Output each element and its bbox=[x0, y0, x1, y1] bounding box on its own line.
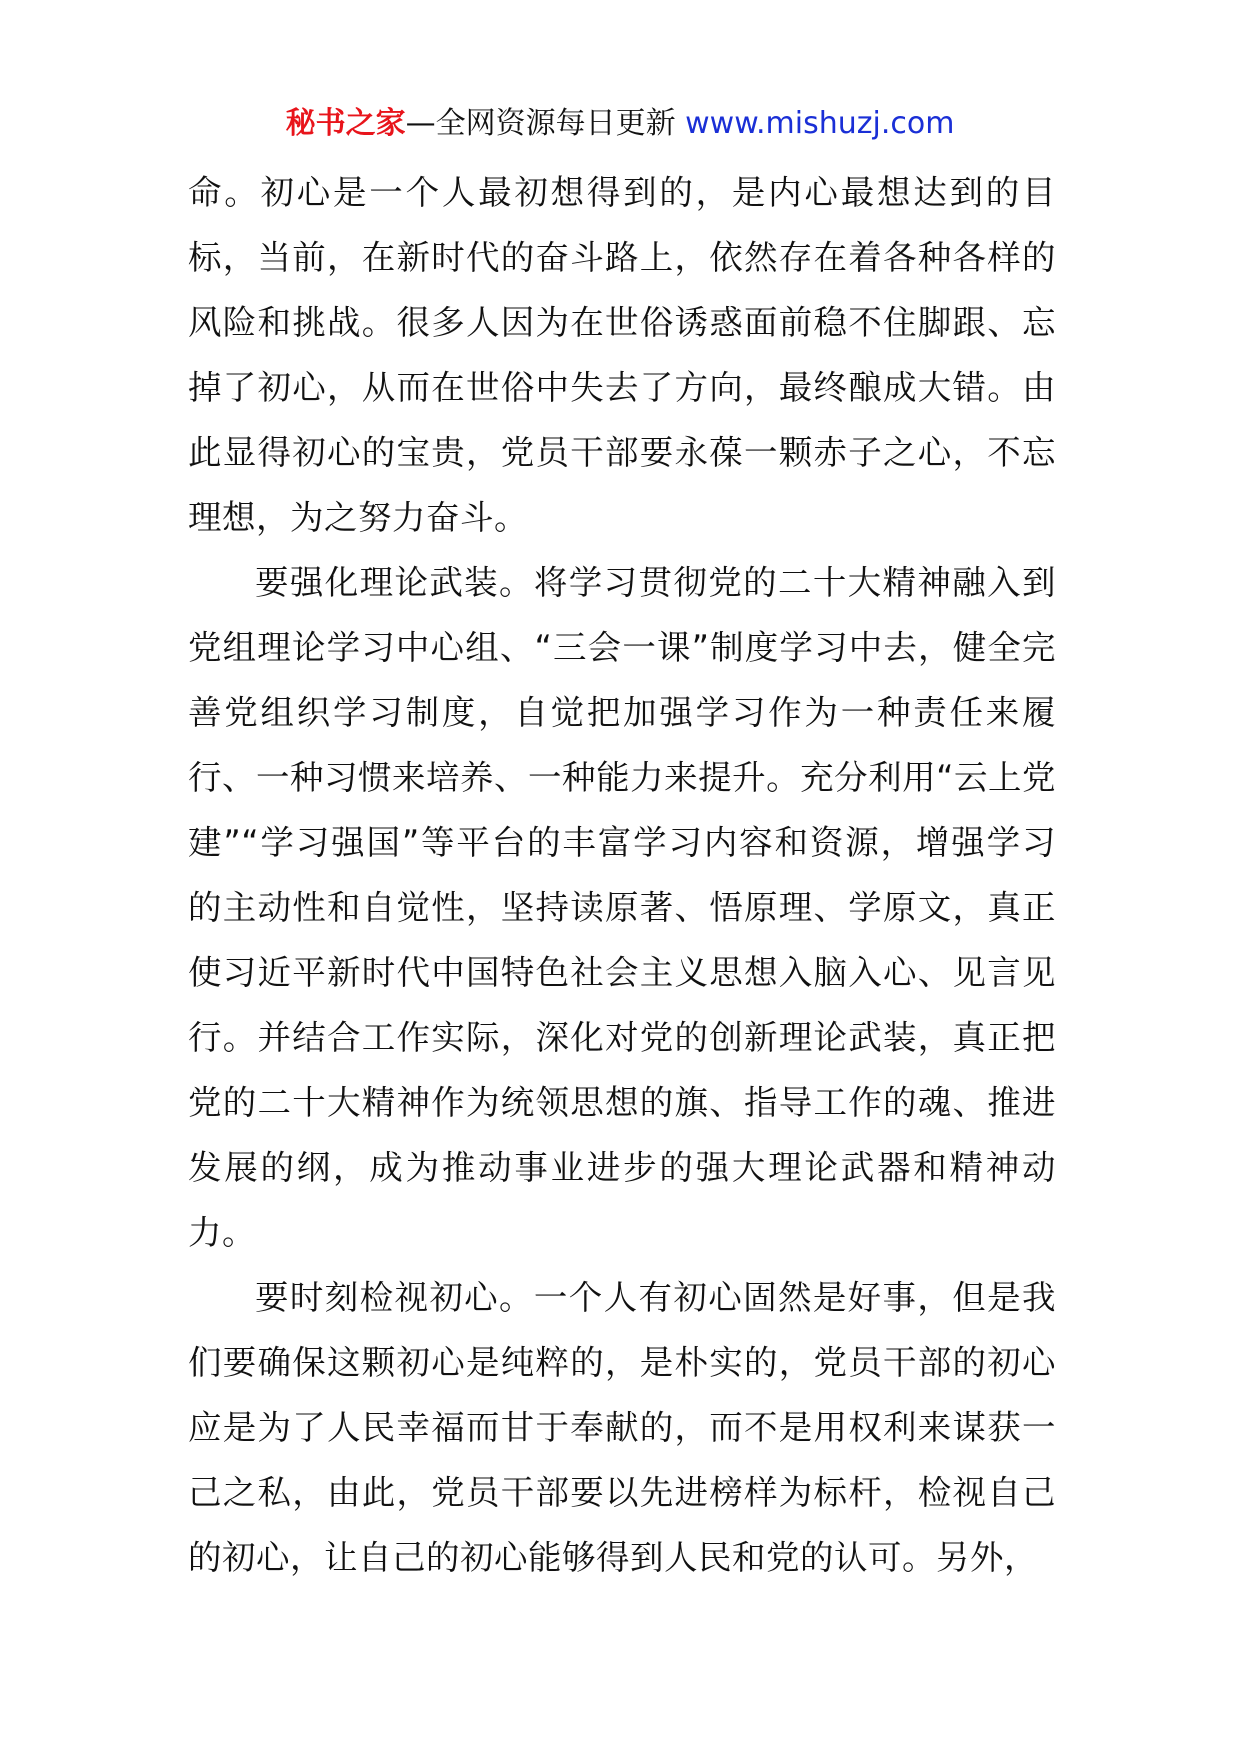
paragraph-continuation: 命。初心是一个人最初想得到的，是内心最想达到的目标，当前，在新时代的奋斗路上，依然存在着各种各样的风险和挑战。很多人因为在世俗诱惑面前稳不住脚跟、忘掉了初心，从而在世俗中失去了方向，最终酿成大错。由此显得初心的宝贵，党员干部要永葆一颗赤子之心，不忘理想，为之努力奋斗。 bbox=[188, 173, 1056, 537]
document-body bbox=[188, 160, 1056, 1590]
paragraph-examine-original-aspiration: 要时刻检视初心。一个人有初心固然是好事，但是我们要确保这颗初心是纯粹的，是朴实的，党员干部的初心应是为了人民幸福而甘于奉献的，而不是用权利来谋获一己之私，由此，党员干部要以先进榜样为标杆，检视自己的初心，让自己的初心能够得到人民和党的认可。另外， bbox=[188, 1278, 1056, 1577]
site-url-link[interactable]: www.mishuzj.com bbox=[685, 106, 955, 141]
paragraph-theory-armament: 要强化理论武装。将学习贯彻党的二十大精神融入到党组理论学习中心组、“三会一课”制度学习中去，健全完善党组织学习制度，自觉把加强学习作为一种责任来履行、一种习惯来培养、一种能力来提升。充分利用“云上党建”“学习强国”等平台的丰富学习内容和资源，增强学习的主动性和自觉性，坚持读原著、悟原理、学原文，真正使习近平新时代中国特色社会主义思想入脑入心、见言见行。并结合工作实际，深化对党的创新理论武装，真正把党的二十大精神作为统领思想的旗、指导工作的魂、推进发展的纲，成为推动事业进步的强大理论武器和精神动力。 bbox=[188, 563, 1056, 1252]
brand-name: 秘书之家 bbox=[285, 106, 406, 141]
header-tagline: —全网资源每日更新 bbox=[405, 106, 686, 141]
site-header bbox=[0, 100, 1240, 148]
